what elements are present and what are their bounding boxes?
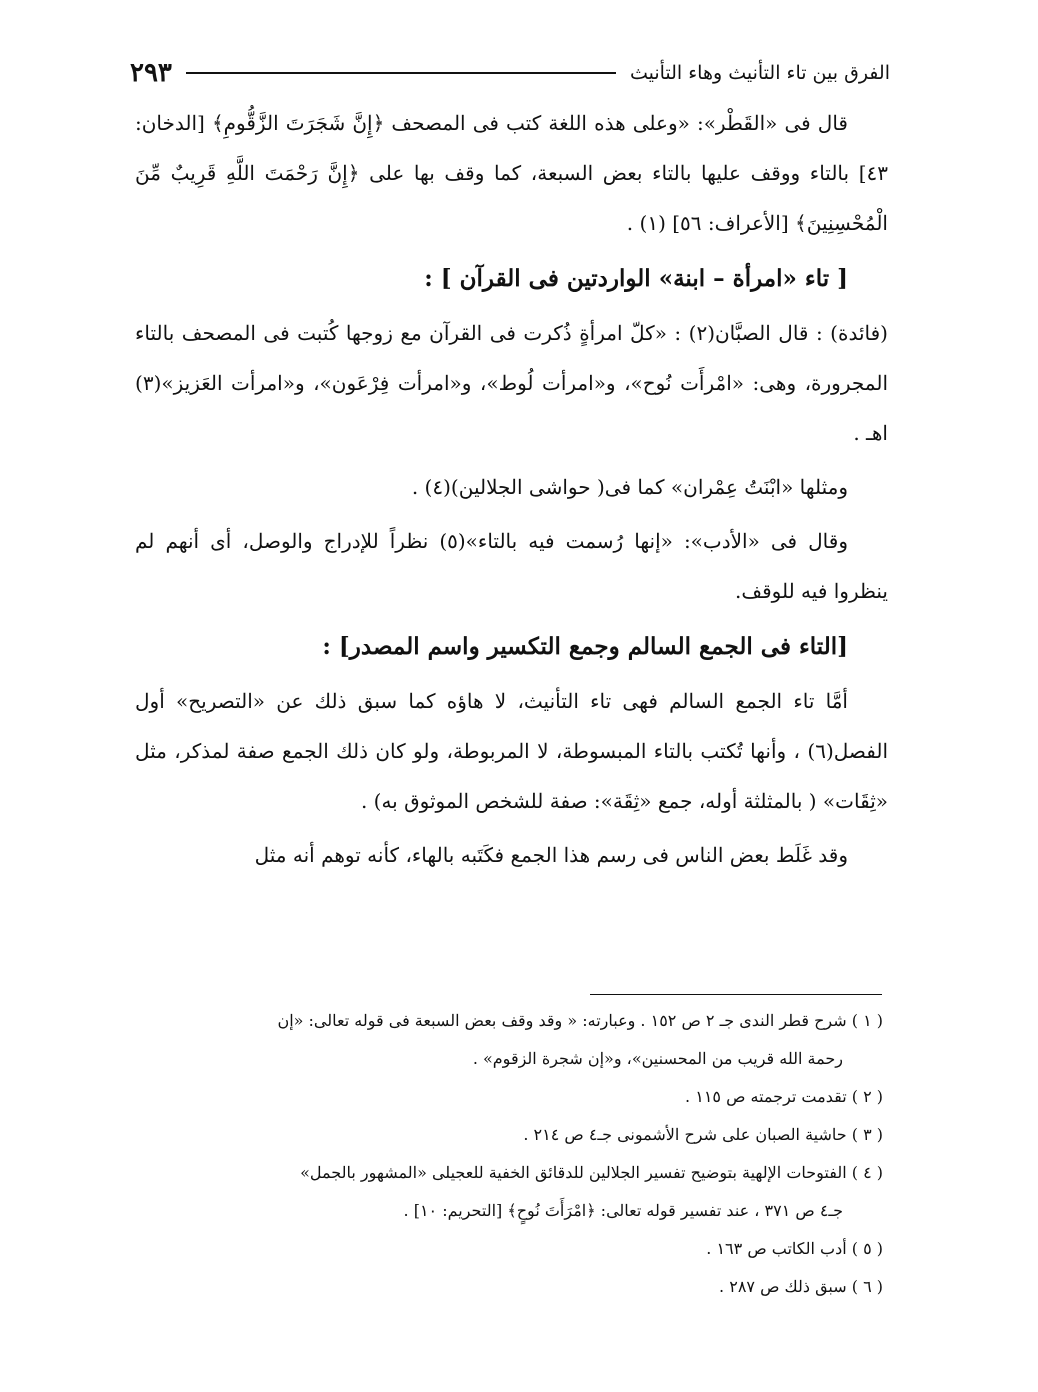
main-text [135, 98, 888, 880]
footnote-6: ( ٦ ) سبق ذلك ص ٢٨٧ . [719, 1277, 883, 1296]
footnote-4: ( ٤ ) الفتوحات الإلهية بتوضيح تفسير الجلالين للدقائق الخفية للعجيلى «المشهور بالجمل» [300, 1163, 883, 1182]
section-heading-imraa-ibna: [ تاء «امرأة – ابنة» الواردتين فى القرآن ] : [424, 265, 848, 292]
footnote-separator [590, 994, 882, 995]
footnote-2: ( ٢ ) تقدمت ترجمته ص ١١٥ . [685, 1087, 883, 1106]
paragraph-adab-quote: وقال فى «الأدب»: «إنها رُسمت فيه بالتاء»(٥) نظراً للإدراج والوصل، أى أنهم لم ينظروا فيه للوقف. [135, 529, 888, 603]
footnote-1-continued: رحمة الله قريب من المحسنين»، و«إن شجرة الزقوم» . [472, 1049, 843, 1068]
paragraph-mistake: وقد غَلَط بعض الناس فى رسم هذا الجمع فكَتَبه بالهاء، كأنه توهم أنه مثل [254, 843, 848, 867]
running-title: الفرق بين تاء التأنيث وهاء التأنيث [629, 62, 890, 84]
footnote-3: ( ٣ ) حاشية الصبان على شرح الأشمونى جـ٤ ص ٢١٤ . [523, 1125, 883, 1144]
page-number: ٢٩٣ [130, 58, 172, 88]
footnotes [135, 1002, 883, 1306]
paragraph-ibnat-imran: ومثلها «ابْنَتُ عِمْران» كما فى( حواشى الجلالين)(٤) . [411, 475, 848, 499]
paragraph-faida: (فائدة) : قال الصبَّان(٢) : «كلّ امرأةٍ ذُكرت فى القرآن مع زوجها كُتبت فى المصحف بالتاء المجرورة، وهى: «امْرأَت نُوح»، و«امرأت لُوط»، و«امرأت فِرْعَون»، و«امرأت العَزيز»(٣) اهـ . [135, 321, 888, 445]
footnote-5: ( ٥ ) أدب الكاتب ص ١٦٣ . [706, 1239, 883, 1258]
header-rule [186, 72, 616, 74]
paragraph-qatr-quote: قال فى «القَطْر»: «وعلى هذه اللغة كتب فى المصحف ﴿إِنَّ شَجَرَتَ الزَّقُّومِ﴾ [الدخان: ٤٣] بالتاء ووقف عليها بالتاء بعض السبعة، كما وقف بها على ﴿إِنَّ رَحْمَتَ اللَّهِ قَرِيبٌ مِّنَ الْمُحْسِنِينَ﴾ [الأعراف: ٥٦] (١) . [135, 111, 888, 235]
paragraph-sound-plural: أمَّا تاء الجمع السالم فهى تاء التأنيث، لا هاؤه كما سبق ذلك عن «التصريح» أول الفصل(٦) ، وأنها تُكتب بالتاء المبسوطة، لا المربوطة، ولو كان ذلك الجمع صفة لمذكر، مثل «ثِقَات» ( بالمثلثة أوله، جمع «ثِقَة»: صفة للشخص الموثوق به) . [135, 689, 888, 813]
footnote-1: ( ١ ) شرح قطر الندى جـ ٢ ص ١٥٢ . وعبارته: « وقد وقف بعض السبعة فى قوله تعالى: «إن [277, 1011, 883, 1030]
footnote-4-continued: جـ٤ ص ٣٧١ ، عند تفسير قوله تعالى: ﴿امْرَأَتَ نُوحٍ﴾ [التحريم: ١٠] . [403, 1201, 843, 1220]
section-heading-plural: [التاء فى الجمع السالم وجمع التكسير واسم المصدر] : [322, 633, 848, 660]
page-header [130, 56, 890, 90]
